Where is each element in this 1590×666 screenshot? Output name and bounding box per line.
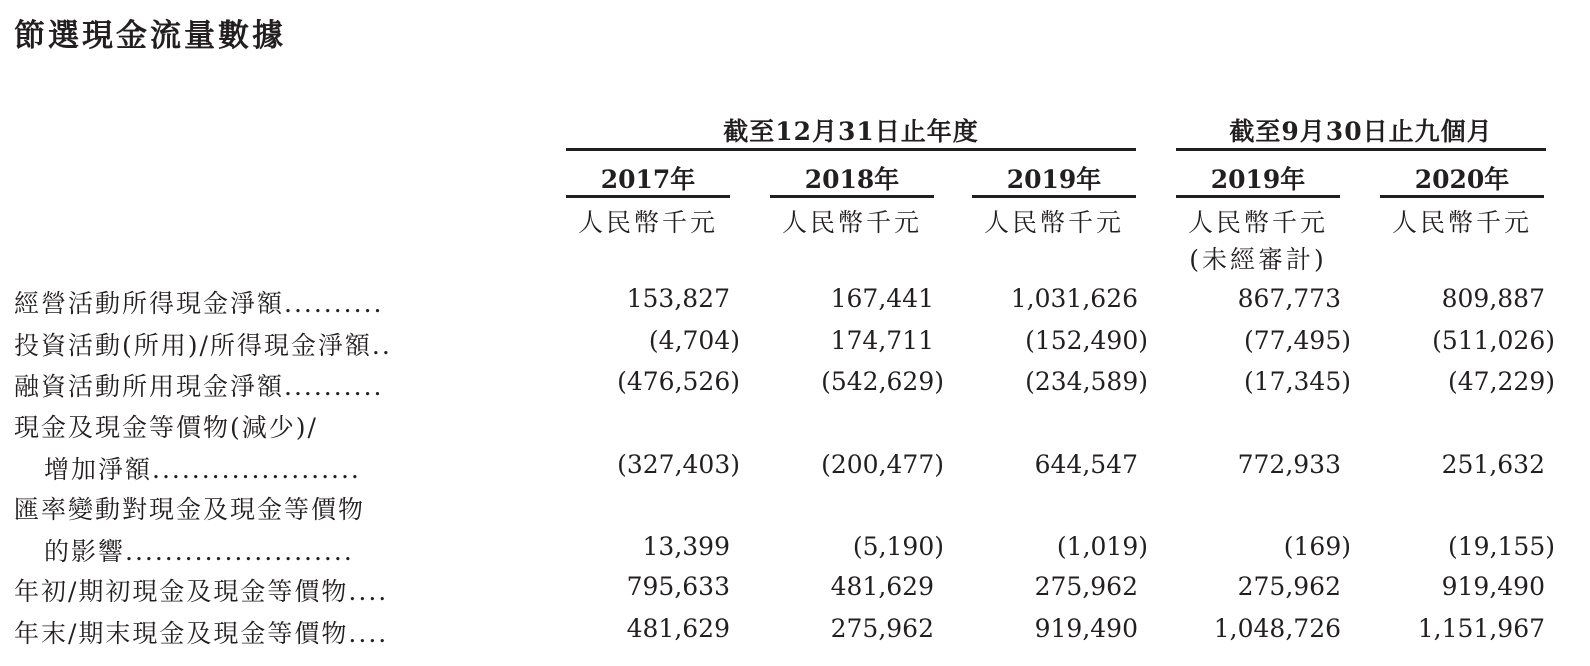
row-label-operating: 經營活動所得現金淨額..........: [14, 289, 384, 318]
row-label-fx-effect-cont: 的影響.......................: [44, 537, 354, 566]
row-label-beginning-cash: 年初/期初現金及現金等價物....: [14, 577, 389, 606]
year-header-2018: 2018年: [804, 165, 900, 194]
cell-net-change-2019: 644,547: [1034, 450, 1138, 479]
unit-header-2019: 人民幣千元: [983, 208, 1124, 237]
cell-fx-effect-2020-9m: (19,155): [1448, 532, 1555, 561]
unit-header-2019-nine-months: 人民幣千元: [1187, 208, 1328, 237]
cell-fx-effect-2019: (1,019): [1056, 532, 1148, 561]
cell-operating-2019: 1,031,626: [1010, 284, 1138, 313]
row-label-ending-cash: 年末/期末現金及現金等價物....: [14, 619, 389, 648]
row-label-net-change: 現金及現金等價物(減少)/: [14, 413, 318, 442]
cell-financing-2017: (476,526): [617, 367, 740, 396]
cell-fx-effect-2018: (5,190): [852, 532, 944, 561]
cell-financing-2019-9m: (17,345): [1244, 367, 1351, 396]
row-label-financing: 融資活動所用現金淨額..........: [14, 372, 384, 401]
cell-financing-2018: (542,629): [821, 367, 944, 396]
cell-investing-2020-9m: (511,026): [1432, 326, 1555, 355]
group-rule-year-ended: [566, 148, 1136, 151]
cell-investing-2018: 174,711: [830, 326, 934, 355]
year-header-2017: 2017年: [600, 165, 696, 194]
year-rule-2018: [770, 195, 934, 198]
year-rule-2019-nine-months: [1176, 195, 1340, 198]
cell-beginning-cash-2018: 481,629: [830, 572, 934, 601]
cell-operating-2018: 167,441: [830, 284, 934, 313]
group-header-year-ended: 截至12月31日止年度: [723, 117, 979, 146]
cell-financing-2020-9m: (47,229): [1448, 367, 1555, 396]
cell-investing-2017: (4,704): [648, 326, 740, 355]
cell-operating-2017: 153,827: [626, 284, 730, 313]
cell-ending-cash-2019-9m: 1,048,726: [1213, 614, 1341, 643]
cell-net-change-2018: (200,477): [821, 450, 944, 479]
unit-header-2017: 人民幣千元: [577, 208, 718, 237]
page-title: 節選現金流量數據: [14, 18, 286, 54]
year-rule-2017: [566, 195, 730, 198]
cell-beginning-cash-2020-9m: 919,490: [1441, 572, 1545, 601]
unaudited-note: (未經審計): [1189, 245, 1327, 274]
cell-fx-effect-2017: 13,399: [642, 532, 730, 561]
cell-operating-2020-9m: 809,887: [1441, 284, 1545, 313]
cell-ending-cash-2017: 481,629: [626, 614, 730, 643]
cell-ending-cash-2020-9m: 1,151,967: [1417, 614, 1545, 643]
group-header-nine-months: 截至9月30日止九個月: [1229, 117, 1493, 146]
unit-header-2018: 人民幣千元: [781, 208, 922, 237]
cell-beginning-cash-2019: 275,962: [1034, 572, 1138, 601]
cell-beginning-cash-2017: 795,633: [626, 572, 730, 601]
unit-header-2020: 人民幣千元: [1391, 208, 1532, 237]
row-label-investing: 投資活動(所用)/所得現金淨額..: [14, 331, 392, 360]
year-header-2020: 2020年: [1414, 165, 1510, 194]
year-rule-2020: [1380, 195, 1544, 198]
group-rule-nine-months: [1176, 148, 1546, 151]
cell-financing-2019: (234,589): [1025, 367, 1148, 396]
cell-operating-2019-9m: 867,773: [1237, 284, 1341, 313]
cell-net-change-2019-9m: 772,933: [1237, 450, 1341, 479]
row-label-fx-effect: 匯率變動對現金及現金等價物: [14, 495, 366, 524]
row-label-net-change-cont: 增加淨額.....................: [44, 455, 361, 484]
cell-net-change-2017: (327,403): [617, 450, 740, 479]
year-header-2019: 2019年: [1006, 165, 1102, 194]
cell-ending-cash-2019: 919,490: [1034, 614, 1138, 643]
cell-beginning-cash-2019-9m: 275,962: [1237, 572, 1341, 601]
cell-ending-cash-2018: 275,962: [830, 614, 934, 643]
cell-investing-2019-9m: (77,495): [1244, 326, 1351, 355]
year-rule-2019: [972, 195, 1136, 198]
cell-net-change-2020-9m: 251,632: [1441, 450, 1545, 479]
cell-investing-2019: (152,490): [1025, 326, 1148, 355]
cell-fx-effect-2019-9m: (169): [1283, 532, 1351, 561]
year-header-2019-nine-months: 2019年: [1210, 165, 1306, 194]
